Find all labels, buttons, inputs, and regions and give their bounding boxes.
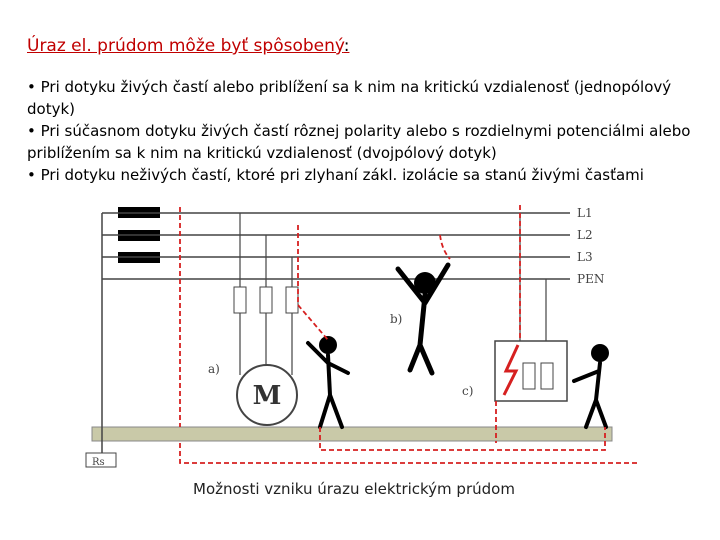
- label-l3: L3: [577, 250, 593, 264]
- bullet-dead-parts: • Pri dotyku neživých častí, ktoré pri zlyhaní zákl. izolácie sa stanú živými časťami: [27, 166, 644, 184]
- appliance-fuse-1: [523, 363, 535, 389]
- appliance-fuse-2: [541, 363, 553, 389]
- diagram-caption: Možnosti vzniku úrazu elektrickým prúdom: [193, 480, 515, 498]
- slide-title: [27, 36, 349, 56]
- person-b: [398, 265, 448, 373]
- current-paths: [180, 205, 640, 463]
- label-l1: L1: [577, 206, 593, 220]
- title-colon: :: [343, 36, 350, 56]
- case-a-label: a): [208, 362, 220, 376]
- fuse-2: [260, 287, 272, 313]
- person-c: [574, 344, 609, 427]
- title-text: Úraz el. prúdom môže byť spôsobený: [27, 36, 344, 56]
- electric-shock-diagram: [80, 195, 640, 505]
- bullet-single-pole: • Pri dotyku živých častí alebo priblížení sa k nim na kritickú vzdialenosť (jednopólový dotyk): [27, 78, 672, 118]
- ground-resistor-label: Rs: [92, 457, 105, 468]
- person-a: [308, 336, 348, 427]
- ground-strip: [92, 427, 612, 441]
- label-pen: PEN: [577, 272, 605, 286]
- case-b-label: b): [390, 312, 403, 326]
- case-c-label: c): [462, 384, 474, 398]
- label-l2: L2: [577, 228, 593, 242]
- bullet-list: [27, 76, 697, 186]
- bullet-double-pole: • Pri súčasnom dotyku živých častí rôznej polarity alebo s rozdielnymi potenciálmi alebo priblížením sa k nim na kritickú vzdialenosť (dvojpólový dotyk): [27, 122, 691, 162]
- fuse-3: [286, 287, 298, 313]
- motor-label: M: [252, 381, 282, 411]
- fuse-1: [234, 287, 246, 313]
